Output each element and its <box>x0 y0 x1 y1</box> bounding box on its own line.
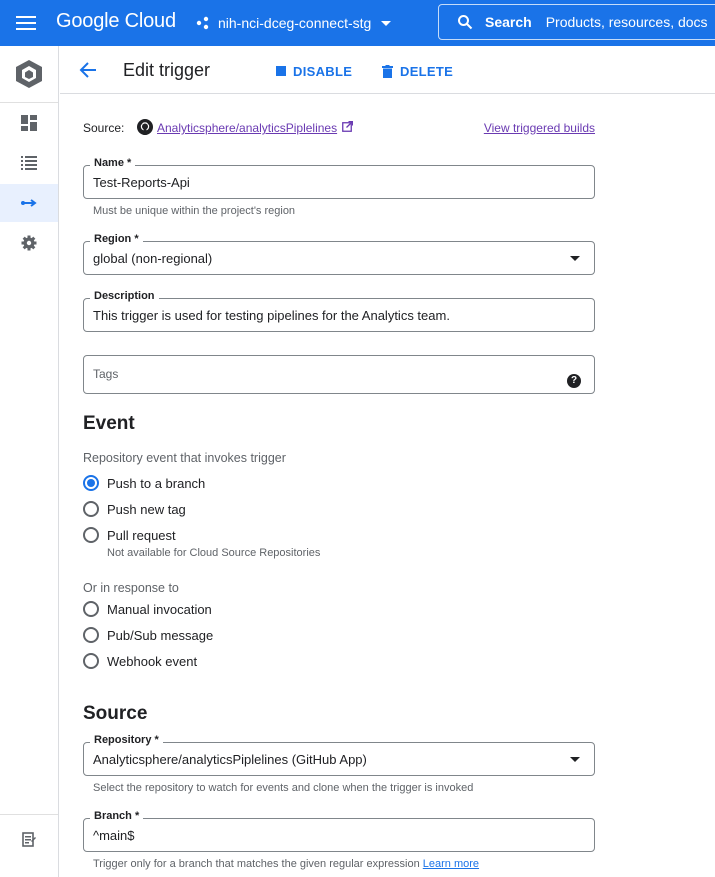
radio-label: Pub/Sub message <box>107 627 214 643</box>
radio-manual-invocation[interactable] <box>83 600 212 618</box>
source-heading: Source <box>83 703 148 724</box>
view-triggered-builds-link[interactable]: View triggered builds <box>483 121 595 135</box>
radio-label: Webhook event <box>107 653 198 669</box>
radio-circle <box>83 501 99 517</box>
branch-field[interactable] <box>83 810 595 852</box>
radio-label: Pull request <box>107 527 176 543</box>
radio-label: Push to a branch <box>107 475 206 491</box>
branch-hint <box>93 858 479 870</box>
search-icon <box>457 14 473 30</box>
top-app-bar <box>0 0 715 46</box>
pull-request-note: Not available for Cloud Source Repositories <box>107 547 321 559</box>
name-hint: Must be unique within the project's region <box>93 205 296 217</box>
back-arrow-icon[interactable] <box>78 60 98 80</box>
disable-label: DISABLE <box>293 63 353 79</box>
radio-circle <box>83 527 99 543</box>
menu-icon[interactable] <box>14 12 38 34</box>
dropdown-arrow-icon <box>570 757 580 762</box>
radio-label: Push new tag <box>107 501 186 517</box>
branch-hint-text: Trigger only for a branch that matches the given regular expression <box>93 858 420 870</box>
help-icon[interactable]: ? <box>567 374 581 388</box>
name-input[interactable] <box>93 172 563 192</box>
or-response-label: Or in response to <box>83 581 179 595</box>
project-name: nih-nci-dceg-connect-stg <box>218 15 372 31</box>
region-value: global (non-regional) <box>93 251 213 266</box>
left-nav-rail <box>0 46 59 877</box>
source-label: Source: <box>83 121 125 135</box>
repository-select[interactable] <box>83 734 595 776</box>
region-field-label: Region * <box>90 233 143 245</box>
dashboard-icon[interactable] <box>0 104 58 142</box>
page-header <box>60 46 715 94</box>
description-field-label: Description <box>90 290 159 302</box>
google-cloud-logo[interactable]: Google Cloud <box>56 10 176 32</box>
repository-hint: Select the repository to watch for events and clone when the trigger is invoked <box>93 782 474 794</box>
search-placeholder: Products, resources, docs <box>545 14 708 30</box>
dropdown-arrow-icon <box>570 256 580 261</box>
rail-divider <box>0 102 58 103</box>
region-select[interactable] <box>83 233 595 275</box>
event-subtitle: Repository event that invokes trigger <box>83 451 286 465</box>
source-repo-link[interactable]: Analyticsphere/analyticsPiplelines <box>157 121 338 135</box>
source-row <box>83 119 595 135</box>
disable-button[interactable] <box>276 62 352 80</box>
search-label: Search <box>485 14 532 30</box>
settings-gear-icon[interactable] <box>0 224 58 262</box>
description-field[interactable] <box>83 290 595 332</box>
radio-push-tag[interactable] <box>83 500 186 518</box>
project-dots-icon <box>196 16 210 30</box>
radio-push-branch[interactable] <box>83 474 205 492</box>
branch-input[interactable] <box>93 825 563 845</box>
event-heading: Event <box>83 413 135 434</box>
triggers-icon[interactable] <box>0 184 58 222</box>
name-field-label: Name * <box>90 157 135 169</box>
project-picker[interactable] <box>196 13 391 33</box>
radio-circle <box>83 601 99 617</box>
radio-circle <box>83 653 99 669</box>
cloud-build-logo-icon[interactable] <box>0 52 58 96</box>
github-icon <box>137 119 153 135</box>
stop-icon <box>276 66 286 76</box>
radio-label: Manual invocation <box>107 601 212 617</box>
learn-more-link[interactable]: Learn more <box>422 858 480 870</box>
repository-field-label: Repository * <box>90 734 163 746</box>
tags-field[interactable] <box>83 355 595 394</box>
repository-value: Analyticsphere/analyticsPiplelines (GitHub App) <box>93 752 367 767</box>
delete-button[interactable] <box>382 62 453 80</box>
rail-divider <box>0 814 58 815</box>
radio-pull-request[interactable] <box>83 526 176 544</box>
page-title: Edit trigger <box>123 60 211 80</box>
description-input[interactable] <box>93 305 563 325</box>
name-field[interactable] <box>83 157 595 199</box>
search-box[interactable] <box>438 4 715 40</box>
radio-circle <box>83 627 99 643</box>
radio-webhook-event[interactable] <box>83 652 197 670</box>
chevron-down-icon <box>381 21 391 26</box>
tags-placeholder: Tags <box>93 367 119 381</box>
branch-field-label: Branch * <box>90 810 143 822</box>
open-in-new-icon[interactable] <box>342 121 353 132</box>
release-notes-icon[interactable] <box>0 820 58 858</box>
radio-circle <box>83 475 99 491</box>
history-list-icon[interactable] <box>0 144 58 182</box>
trash-icon <box>382 65 393 78</box>
delete-label: DELETE <box>400 63 454 79</box>
radio-pubsub-message[interactable] <box>83 626 213 644</box>
